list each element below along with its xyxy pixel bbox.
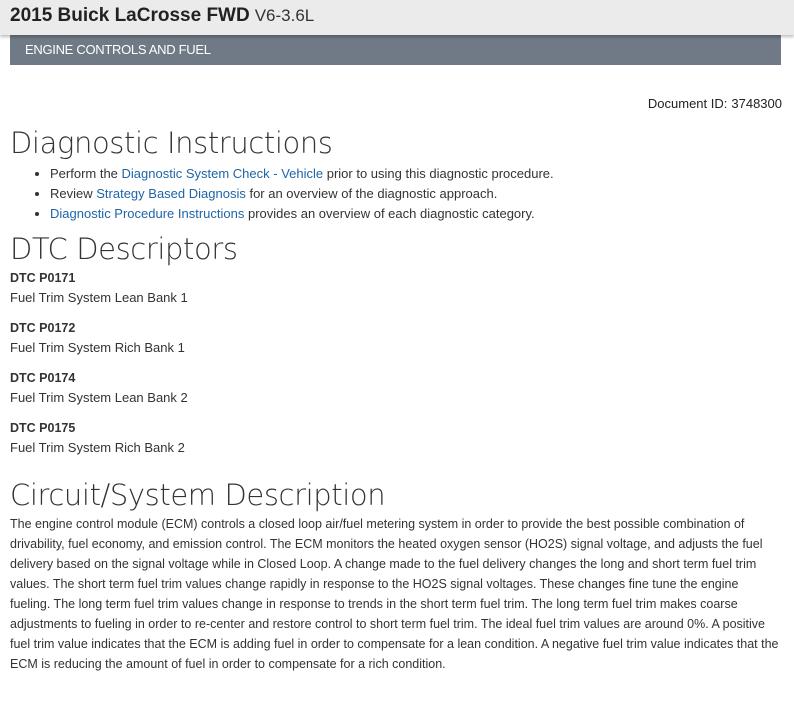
section-banner: ENGINE CONTROLS AND FUEL — [10, 35, 781, 65]
instructions-list — [10, 164, 782, 224]
dtc-descriptors-section — [10, 230, 782, 458]
list-item — [50, 164, 782, 184]
dtc-code: DTC P0172 — [10, 321, 76, 335]
circuit-system-description-section — [10, 476, 782, 674]
dtc-descriptors-heading: DTC Descriptors — [10, 232, 238, 266]
instruction-text: Perform the — [50, 166, 122, 181]
strategy-based-diagnosis-link[interactable]: Strategy Based Diagnosis — [96, 186, 246, 201]
document-id — [648, 96, 782, 111]
dtc-code: DTC P0171 — [10, 271, 76, 285]
dtc-description: Fuel Trim System Lean Bank 2 — [10, 390, 188, 405]
dtc-code: DTC P0175 — [10, 421, 76, 435]
vehicle-title — [10, 4, 314, 28]
diagnostic-instructions-section — [10, 124, 782, 224]
dtc-code: DTC P0174 — [10, 371, 76, 385]
instruction-text: prior to using this diagnostic procedure. — [323, 166, 554, 181]
circuit-description-text: The engine control module (ECM) controls a closed loop air/fuel metering system in order to provide the best possible combination of drivability, fuel economy, and emission control. The ECM monitors the heated oxygen sensor (HO2S) signal voltage, and adjusts the fuel delivery based on the signal voltage while in Closed Loop. A change made to the fuel delivery changes the long and short term fuel trim values. The short term fuel trim values change rapidly in response to the HO2S signal voltages. These changes fine tune the engine fueling. The long term fuel trim values change in response to trends in the short term fuel trim. The long term fuel trim makes coarse adjustments to fueling in order to re-center and restore control to short term fuel trim. The ideal fuel trim values are around 0%. A positive fuel trim value indicates that the ECM is adding fuel in order to compensate for a lean condition. A negative fuel trim value indicates that the ECM is reducing the amount of fuel in order to compensate for a rich condition. — [10, 517, 779, 671]
document-id-label: Document ID: — [647, 96, 728, 111]
top-bar — [0, 0, 794, 35]
instruction-text: Review — [50, 186, 97, 201]
diagnostic-procedure-instructions-link[interactable]: Diagnostic Procedure Instructions — [50, 206, 245, 221]
dtc-description: Fuel Trim System Rich Bank 1 — [10, 340, 185, 355]
document-id-value: 3748300 — [731, 96, 782, 111]
diagnostic-instructions-heading: Diagnostic Instructions — [10, 126, 333, 160]
dtc-item — [10, 368, 782, 408]
dtc-description: Fuel Trim System Lean Bank 1 — [10, 290, 188, 305]
vehicle-engine: V6-3.6L — [254, 6, 315, 25]
vehicle-model: 2015 Buick LaCrosse FWD — [10, 5, 250, 26]
dtc-item — [10, 268, 782, 308]
list-item — [50, 204, 782, 224]
list-item — [50, 184, 782, 204]
dtc-item — [10, 318, 782, 358]
circuit-system-description-heading: Circuit/System Description — [10, 478, 386, 512]
document-content — [10, 124, 782, 674]
dtc-item — [10, 418, 782, 458]
diagnostic-system-check-link[interactable]: Diagnostic System Check - Vehicle — [121, 166, 324, 181]
instruction-text: for an overview of the diagnostic approach. — [245, 186, 498, 201]
dtc-description: Fuel Trim System Rich Bank 2 — [10, 440, 185, 455]
instruction-text: provides an overview of each diagnostic category. — [244, 206, 535, 221]
